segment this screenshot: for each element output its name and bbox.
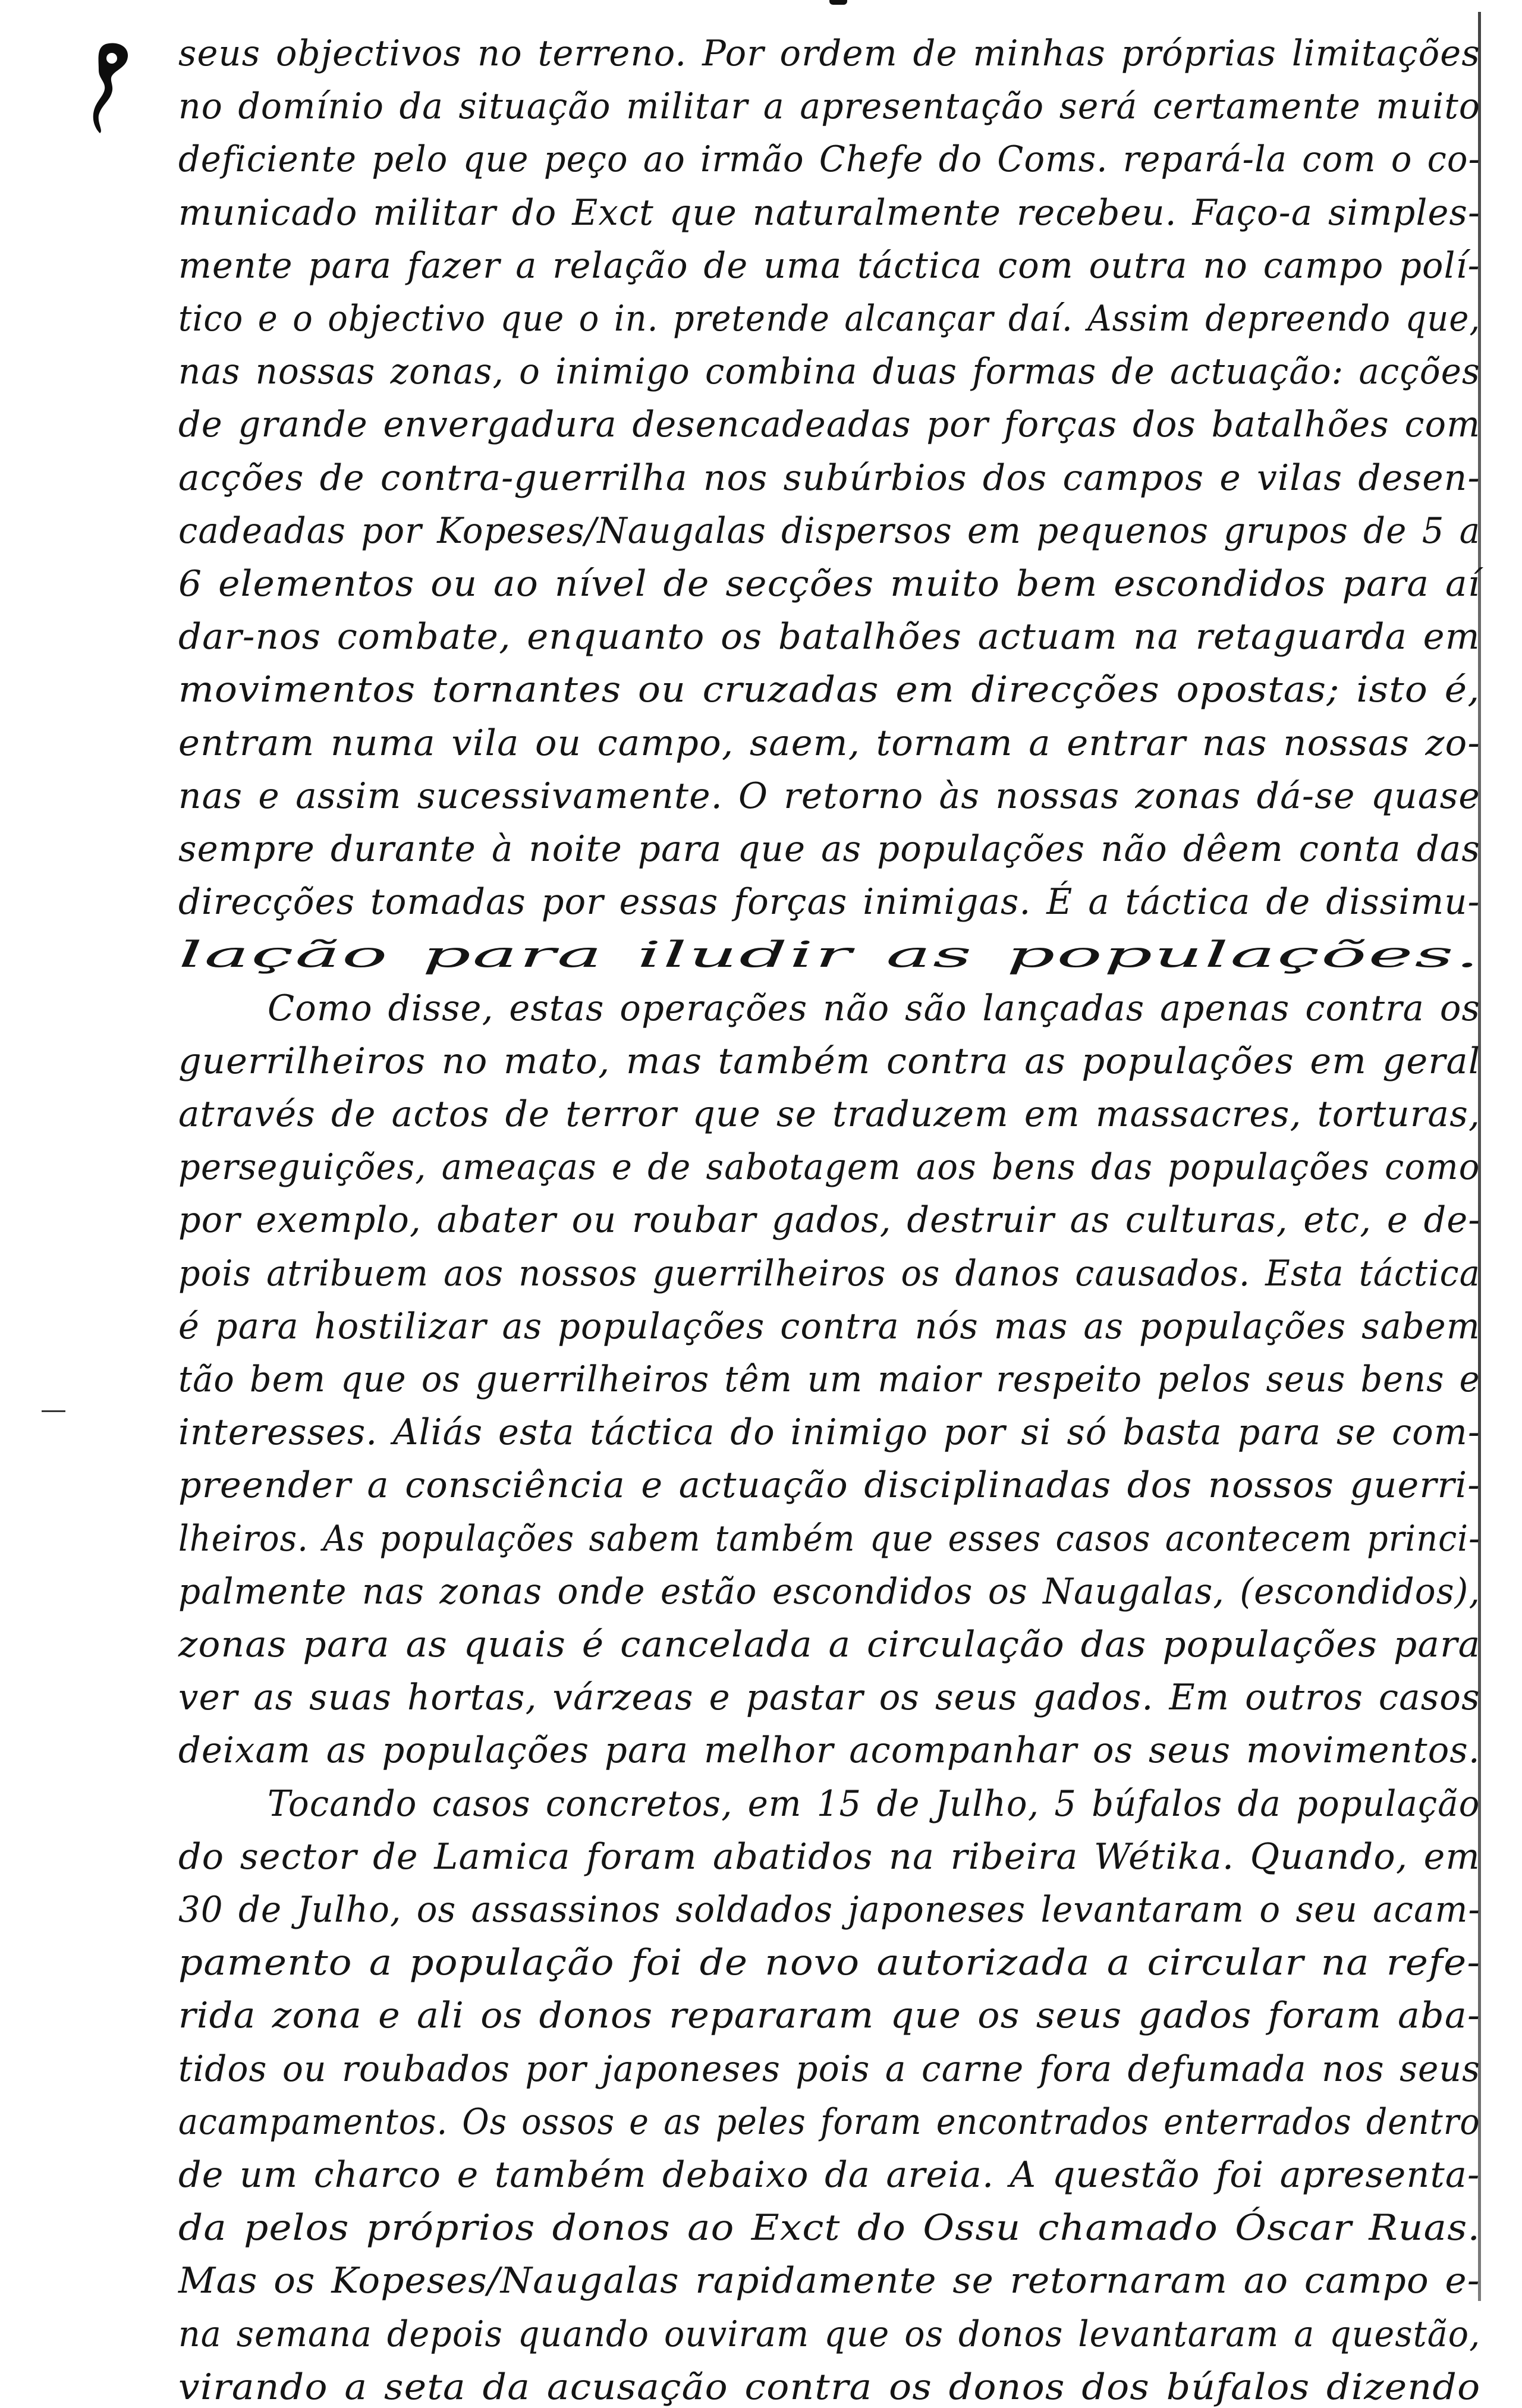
text-line: tidos ou roubados por japoneses pois a carne fora defumada nos seus [178,2048,1481,2090]
text-line: seus objectivos no terreno. Por ordem de minhas próprias limitações [178,33,1480,74]
text-line: de grande envergadura desencadeadas por forças dos batalhões com [178,404,1481,445]
text-line: Mas os Kopeses/Naugalas rapidamente se retornaram ao campo e- [178,2260,1480,2302]
text-line: rida zona e ali os donos repararam que os seus gados foram aba- [178,1995,1481,2036]
text-line: 30 de Julho, os assassinos soldados japoneses levantaram o seu acam- [178,1889,1481,1931]
text-line: sempre durante à noite para que as populações não dêem conta das [178,828,1480,870]
text-line: lheiros. As populações sabem também que esses casos acontecem princi- [178,1518,1481,1560]
text-line: pois atribuem aos nossos guerrilheiros os danos causados. Esta táctica [178,1253,1480,1294]
text-line: guerrilheiros no mato, mas também contra as populações em geral [178,1040,1481,1082]
text-line: por exemplo, abater ou roubar gados, destruir as culturas, etc, e de- [178,1199,1481,1241]
text-line: virando a seta da acusação contra os donos dos búfalos dizendo [178,2366,1481,2408]
text-line: Como disse, estas operações não são lançadas apenas contra os [268,988,1480,1029]
text-line: direcções tomadas por essas forças inimigas. É a táctica de dissimu- [178,881,1480,923]
text-line: tico e o objectivo que o in. pretende alcançar daí. Assim depreendo que, [178,298,1481,339]
text-line: pamento a população foi de novo autorizada a circular na refe- [178,1942,1481,1983]
text-line: municado militar do Exct que naturalmente recebeu. Faço-a simples- [178,192,1481,234]
text-line: de um charco e também debaixo da areia. A questão foi apresenta- [178,2154,1480,2196]
text-line: na semana depois quando ouviram que os donos levantaram a questão, [178,2313,1481,2355]
text-line: preender a consciência e actuação disciplinadas dos nossos guerri- [178,1464,1480,1506]
text-line: acções de contra-guerrilha nos subúrbios dos campos e vilas desen- [178,457,1480,499]
text-line: zonas para as quais é cancelada a circulação das populações para [178,1624,1481,1665]
text-line: entram numa vila ou campo, saem, tornam a entrar nas nossas zo- [178,722,1481,764]
text-line: acampamentos. Os ossos e as peles foram encontrados enterrados dentro [178,2101,1480,2143]
text-line: dar-nos combate, enquanto os batalhões actuam na retaguarda em [178,616,1480,658]
text-line: da pelos próprios donos ao Exct do Ossu chamado Óscar Ruas. [178,2207,1481,2249]
text-line: movimentos tornantes ou cruzadas em direcções opostas; isto é, [178,669,1480,711]
text-line: lação para iludir as populações. [178,934,1481,976]
text-line: é para hostilizar as populações contra nós mas as populações sabem [178,1306,1480,1347]
text-line: perseguições, ameaças e de sabotagem aos bens das populações como [178,1146,1480,1188]
text-line: através de actos de terror que se traduzem em massacres, torturas, [178,1093,1481,1135]
text-line: no domínio da situação militar a apresentação será certamente muito [178,86,1481,127]
text-line: nas nossas zonas, o inimigo combina duas formas de actuação: acções [178,351,1480,392]
text-line: tão bem que os guerrilheiros têm um maior respeito pelos seus bens e [178,1359,1480,1400]
text-line: interesses. Aliás esta táctica do inimigo por si só basta para se com- [178,1412,1480,1453]
text-line: deixam as populações para melhor acompanhar os seus movimentos. [178,1730,1480,1771]
text-line: ver as suas hortas, várzeas e pastar os seus gados. Em outros casos [178,1677,1480,1718]
text-line: mente para fazer a relação de uma táctica com outra no campo polí- [178,245,1480,287]
text-line: palmente nas zonas onde estão escondidos os Naugalas, (escondidos), [178,1571,1481,1612]
text-line: Tocando casos concretos, em 15 de Julho, 5 búfalos da população [268,1783,1480,1825]
text-line: nas e assim sucessivamente. O retorno às nossas zonas dá-se quase [178,775,1480,817]
text-line: 6 elementos ou ao nível de secções muito bem escondidos para aí [178,563,1480,605]
text-line: cadeadas por Kopeses/Naugalas dispersos em pequenos grupos de 5 a [178,510,1481,552]
text-line: do sector de Lamica foram abatidos na ribeira Wétika. Quando, em [178,1836,1480,1878]
text-line: deficiente pelo que peço ao irmão Chefe do Coms. repará-la com o co- [178,139,1481,180]
